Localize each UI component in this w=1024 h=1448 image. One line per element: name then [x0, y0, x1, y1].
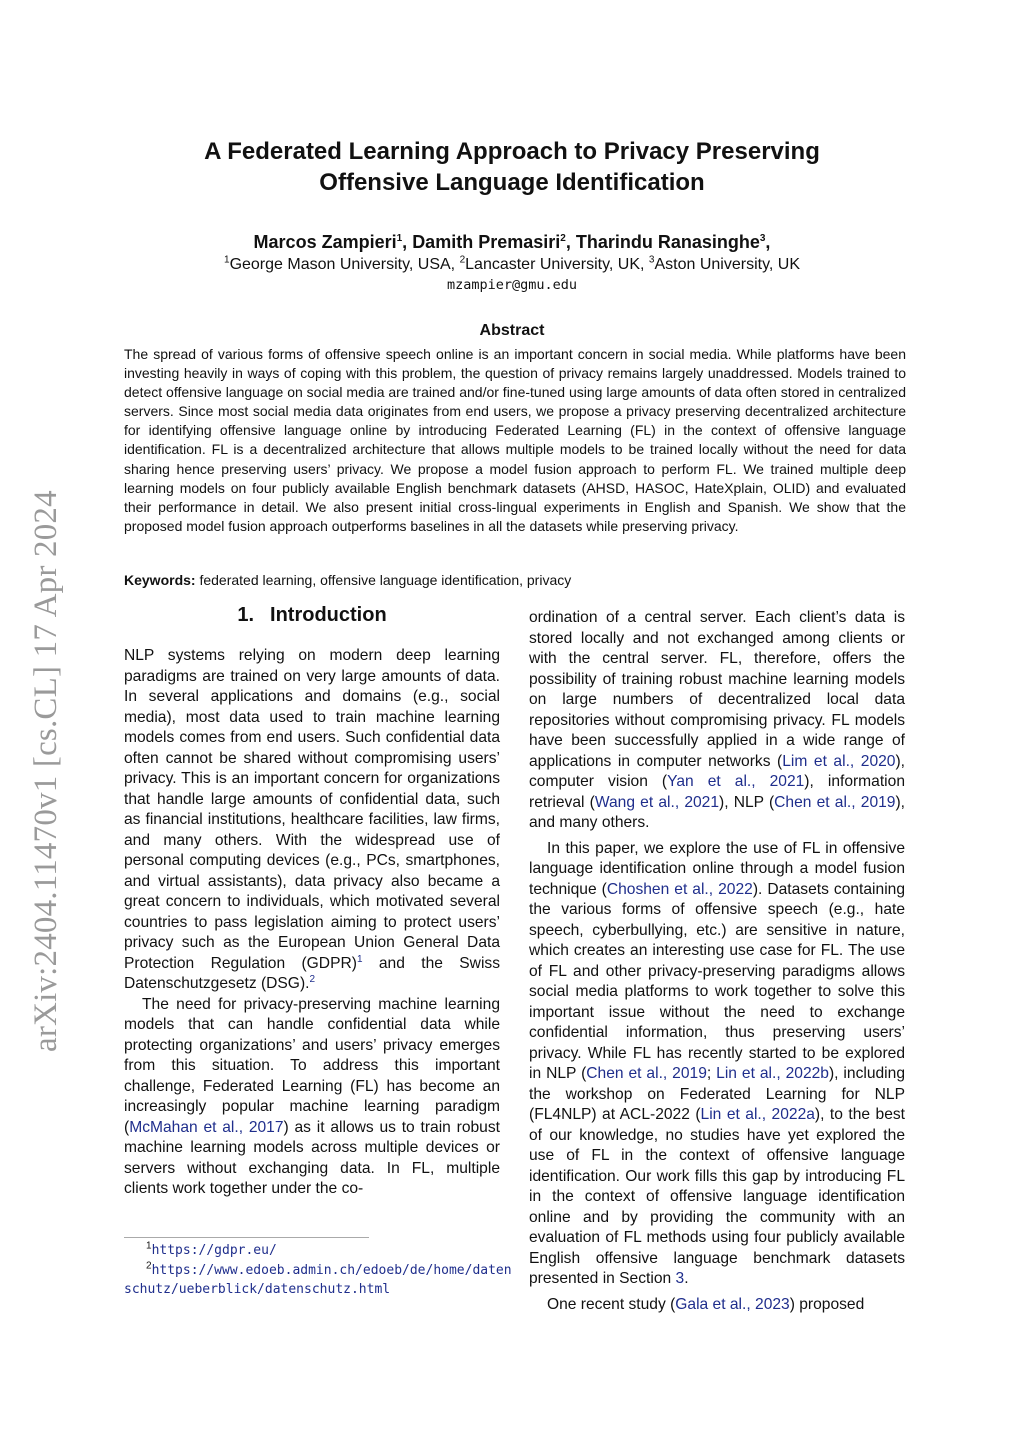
keywords — [124, 571, 906, 590]
paragraph — [529, 608, 905, 834]
paragraph-text: . — [684, 1270, 689, 1287]
citation-link[interactable]: Gala et al., 2023 — [675, 1295, 790, 1313]
author-name: Marcos Zampieri — [253, 232, 397, 252]
affiliations — [110, 255, 914, 275]
citation-link[interactable]: Yan et al., 2021 — [667, 773, 805, 790]
citation-link[interactable]: Lin et al., 2022a — [700, 1106, 815, 1123]
author-name: Tharindu Ranasinghe — [575, 232, 760, 252]
citation-link[interactable]: Chen et al., 2019 — [774, 793, 896, 811]
footnotes — [124, 1241, 514, 1300]
paragraph-text: ), NLP ( — [719, 793, 775, 811]
affiliation: George Mason University, USA, — [229, 256, 460, 273]
footnote-url[interactable]: https://gdpr.eu/ — [151, 1243, 277, 1258]
footnote-url[interactable]: https://www.edoeb.admin.ch/edoeb/de/home/datenschutz/ueberblick/datenschutz.html — [124, 1262, 512, 1297]
footnote-mark: 2 — [146, 1260, 152, 1272]
section-ref-link[interactable]: 3 — [675, 1270, 685, 1287]
citation-link[interactable]: Lin et al., 2022b — [716, 1065, 829, 1082]
citation-link[interactable]: Wang et al., 2021 — [594, 793, 720, 811]
footnote-mark: 1 — [146, 1240, 152, 1252]
affiliation-mark: 3 — [648, 254, 655, 266]
right-column — [529, 608, 905, 1315]
paragraph-text: NLP systems relying on modern deep learning paradigms are trained on very large amounts of data. In several applications and domains (e.g., social media), most data used to train machine learning models comes from end users. Such confidential data often cannot be shared without compromising users’ privacy. This is an important concern for organizations that handle large amounts of confidential data, such as financial institutions, healthcare facilities, law firms, and many others. With the widespread use of personal computing devices (e.g., PCs, smartphones, and virtual assistants), data privacy also became a great concern to individuals, which motivated several countries to pass legislation aiming to protect users’ privacy such as the European Union General Data Protection Regulation (GDPR) — [124, 647, 500, 972]
citation-link[interactable]: Chen et al., 2019 — [586, 1065, 707, 1082]
paragraph-text: ) as it allows us to train robust machine learning models across multiple devices or servers without exchanging data. In FL, multiple clients work together under the co- — [124, 1118, 500, 1197]
paragraph-text: ; — [706, 1065, 717, 1082]
author-affiliation-mark: 1 — [396, 233, 403, 244]
footnote-divider — [124, 1237, 369, 1238]
paragraph-text: ). Datasets containing the various forms of offensive speech (e.g., hate speech, cyberbullying, etc.) are sensitive in nature, which creates an interesting use case for FL. The use of FL and other privacy-preserving paradigms allows social media platforms to work together to solve this important issue without the need to exchange confidential information, thus preserving users’ privacy. While FL has recently started to be explored in NLP ( — [529, 880, 905, 1082]
footnote-2 — [124, 1261, 514, 1300]
footnote-ref-1[interactable]: 1 — [356, 953, 363, 965]
paragraph-text: ) proposed — [789, 1295, 865, 1313]
author-email[interactable]: mzampier@gmu.edu — [446, 277, 578, 293]
paragraph — [124, 995, 500, 1200]
paragraph — [529, 839, 905, 1290]
left-column — [124, 646, 500, 1200]
paper-title — [150, 136, 874, 198]
paragraph-text: ), including the workshop on Federated Learning for NLP (FL4NLP) at ACL-2022 ( — [529, 1065, 905, 1123]
section-number: 1. — [237, 604, 255, 626]
title-line-1: A Federated Learning Approach to Privacy Preserving — [204, 138, 820, 165]
arxiv-identifier: arXiv:2404.11470v1 [cs.CL] 17 Apr 2024 — [28, 490, 64, 1052]
paragraph-text: ), computer vision ( — [529, 752, 905, 790]
author-affiliation-mark: 3 — [759, 233, 766, 244]
citation-link[interactable]: Lim et al., 2020 — [782, 752, 896, 770]
paragraph-text: and the Swiss Datenschutzgesetz (DSG). — [124, 954, 500, 992]
paragraph-text: ), and many others. — [529, 793, 905, 831]
abstract-heading: Abstract — [479, 322, 545, 339]
paragraph-text: One recent study ( — [547, 1295, 676, 1313]
paragraph-text: The need for privacy-preserving machine learning models that can handle confidential data while protecting organizations’ and users’ privacy emerges from this situation. To address this important challenge, Federated Learning (FL) has become an increasingly popular machine learning paradigm ( — [124, 995, 500, 1136]
paragraph-text: In this paper, we explore the use of FL in offensive language identification online through a model fusion technique ( — [529, 839, 905, 898]
author-list: Marcos Zampieri$^1$, Damith Premasiri$^2$, Tharindu Ranasinghe$^3$, — [253, 232, 771, 252]
abstract-text: The spread of various forms of offensive speech online is an important concern in social media. While platforms have been investing heavily in ways of coping with this problem, the question of privacy remains largely unaddressed. Models trained to detect offensive language on social media are trained and/or fine-tuned using large amounts of data often stored in centralized servers. Since most social media data originates from end users, we propose a privacy preserving decentralized architecture for identifying offensive language online by introducing Federated Learning (FL) in the context of offensive language identification. FL is a decentralized architecture that allows multiple models to be trained locally without the need for data sharing hence preserving users’ privacy. We propose a model fusion approach to perform FL. We trained multiple deep learning models on four publicly available English benchmark datasets (AHSD, HASOC, HateXplain, OLID) and evaluated their performance in detail. We also present initial cross-lingual experiments in English and Spanish. We show that the proposed model fusion approach outperforms baselines in all the datasets while preserving privacy. — [124, 346, 906, 534]
section-heading — [124, 604, 500, 627]
footnote-ref-2[interactable]: 2 — [309, 973, 316, 985]
paragraph-text: ), information retrieval ( — [529, 773, 905, 811]
citation-link[interactable]: Choshen et al., 2022 — [606, 880, 753, 898]
author-name: Damith Premasiri — [412, 232, 561, 252]
affiliation-mark: 1 — [224, 254, 230, 266]
author-affiliation-mark: 2 — [560, 233, 566, 244]
keywords-list: federated learning, offensive language identification, privacy — [199, 572, 572, 588]
affiliation: Aston University, UK — [654, 256, 800, 273]
paragraph-text: ), to the best of our knowledge, no studies have yet explored the use of FL in the context of offensive language identification. Our work fills this gap by introducing FL in the context of offensive language identification online and by providing the community with an evaluation of FL methods using four publicly available English offensive language benchmark datasets presented in Section — [529, 1106, 905, 1287]
citation-link[interactable]: McMahan et al., 2017 — [129, 1118, 284, 1136]
affiliation: Lancaster University, UK, — [465, 256, 649, 273]
section-title: Introduction — [270, 604, 387, 626]
paragraph — [529, 1295, 905, 1316]
paragraph — [124, 646, 500, 995]
paragraph-text: ordination of a central server. Each client’s data is stored locally and not exchanged among clients or with the central server. FL, therefore, offers the possibility of training robust machine learning models on large numbers of decentralized local data repositories without compromising privacy. FL models have been successfully applied in a wide range of applications in computer networks ( — [529, 609, 905, 770]
title-line-2: Offensive Language Identification — [319, 169, 705, 196]
footnote-1 — [124, 1241, 514, 1261]
keywords-label: Keywords: — [124, 572, 196, 588]
affiliation-mark: 2 — [459, 254, 466, 266]
